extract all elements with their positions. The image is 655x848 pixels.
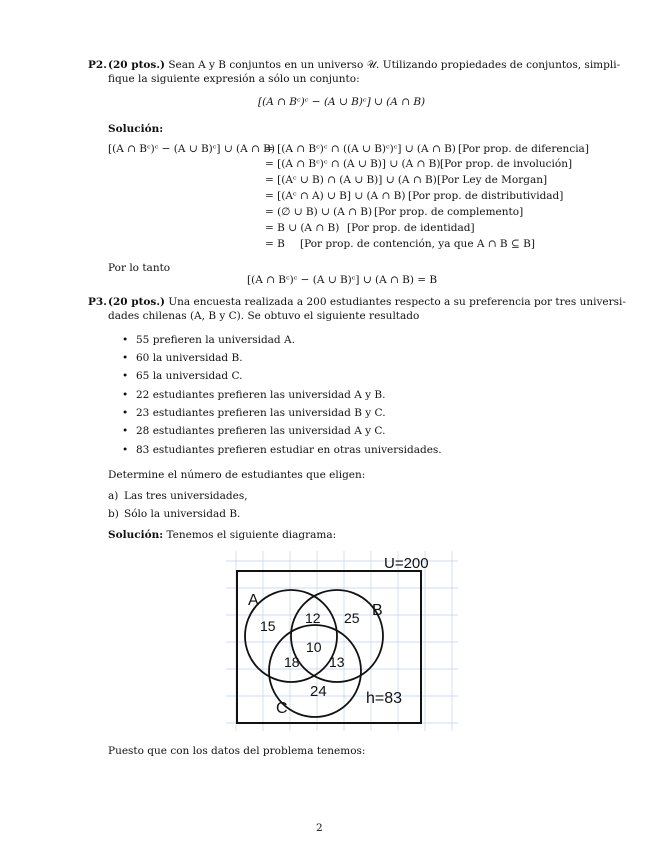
p2-statement xyxy=(108,59,620,72)
p2-step-4-reason: [Por prop. de complemento] xyxy=(374,206,524,218)
p2-step-5-reason: [Por prop. de identidad] xyxy=(347,222,475,234)
p2-expression: [(A ∩ Bᶜ)ᶜ − (A ∪ B)ᶜ] ∪ (A ∩ B) xyxy=(258,96,426,108)
a-and-c-count: 18 xyxy=(284,654,300,670)
p3-solution-text: Tenemos el siguiente diagrama: xyxy=(166,529,337,541)
p3-bullet: • 55 prefieren la universidad A. xyxy=(136,334,295,346)
p3-solution-label: Solución: xyxy=(108,529,164,541)
p2-conclusion-intro: Por lo tanto xyxy=(108,262,171,274)
p3-bullet: • 83 estudiantes prefieren estudiar en otras universidades. xyxy=(136,444,442,456)
set-a-label: A xyxy=(248,592,259,609)
p2-statement-line2: fique la siguiente expresión a sólo un conjunto: xyxy=(108,73,360,85)
a-and-b-count: 12 xyxy=(305,610,321,626)
p2-step-2-rhs: = [(Aᶜ ∪ B) ∩ (A ∪ B)] ∪ (A ∩ B) xyxy=(265,174,437,186)
p3-bullet: • 23 estudiantes prefieren las universidad B y C. xyxy=(136,407,386,419)
only-c-count: 24 xyxy=(310,683,327,700)
p2-step-6-reason: [Por prop. de contención, ya que A ∩ B ⊆ B] xyxy=(300,238,535,250)
p2-step-1-rhs: = [(A ∩ Bᶜ)ᶜ ∩ (A ∪ B)] ∪ (A ∩ B) xyxy=(265,158,441,170)
p2-solution-label: Solución: xyxy=(108,123,164,135)
p3-part-a-text: Las tres universidades, xyxy=(124,490,248,502)
set-b-label: B xyxy=(372,602,383,619)
grid-background xyxy=(226,551,458,731)
p2-step-4-rhs: = (∅ ∪ B) ∪ (A ∩ B) xyxy=(265,206,373,218)
p2-conclusion: [(A ∩ Bᶜ)ᶜ − (A ∪ B)ᶜ] ∪ (A ∩ B) = B xyxy=(247,274,438,286)
page-number: 2 xyxy=(316,822,323,834)
p2-label: P2. xyxy=(88,59,107,71)
p2-step-3-rhs: = [(Aᶜ ∩ A) ∪ B] ∪ (A ∩ B) xyxy=(265,190,406,202)
p3-statement-line2: dades chilenas (A, B y C). Se obtuvo el siguiente resultado xyxy=(108,310,420,322)
p3-bullet: • 28 estudiantes prefieren las universidad A y C. xyxy=(136,425,385,437)
p3-label: P3. xyxy=(88,296,107,308)
all-three-count: 10 xyxy=(306,639,322,655)
p2-points: (20 ptos.) xyxy=(108,59,165,71)
p3-part-a-label: a) xyxy=(108,490,119,502)
set-c-label: C xyxy=(276,700,288,717)
p3-part-b-text: Sólo la universidad B. xyxy=(124,508,241,520)
p2-statement-line1: Sean A y B conjuntos en un universo 𝒰. Utilizando propiedades de conjuntos, simpli- xyxy=(168,59,621,71)
venn-diagram xyxy=(226,551,458,731)
p3-bullet: • 65 la universidad C. xyxy=(136,370,243,382)
p3-bullet: • 22 estudiantes prefieren las universidad A y B. xyxy=(136,389,385,401)
p3-determine: Determine el número de estudiantes que eligen: xyxy=(108,469,366,481)
p2-step-1-reason: [Por prop. de involución] xyxy=(440,158,573,170)
p2-step-6-rhs: = B xyxy=(265,238,285,250)
p3-solution xyxy=(108,529,336,541)
p3-after-diagram: Puesto que con los datos del problema tenemos: xyxy=(108,745,366,757)
p2-step-0-reason: [Por prop. de diferencia] xyxy=(458,143,589,155)
p3-part-b-label: b) xyxy=(108,508,119,520)
p2-step-0-lhs: [(A ∩ Bᶜ)ᶜ − (A ∪ B)ᶜ] ∪ (A ∩ B) xyxy=(108,143,275,155)
p3-points: (20 ptos.) xyxy=(108,296,165,308)
p2-step-2-reason: [Por Ley de Morgan] xyxy=(437,174,548,186)
b-and-c-count: 13 xyxy=(329,654,345,670)
only-b-count: 25 xyxy=(344,610,360,626)
only-a-count: 15 xyxy=(260,618,276,634)
p3-statement xyxy=(108,296,626,308)
p3-statement-line1: Una encuesta realizada a 200 estudiantes respecto a su preferencia por tres universi- xyxy=(168,296,626,308)
p2-step-5-rhs: = B ∪ (A ∩ B) xyxy=(265,222,340,234)
p2-step-3-reason: [Por prop. de distributividad] xyxy=(408,190,564,202)
universe-label: U=200 xyxy=(384,555,429,572)
p2-step-0-rhs: = [(A ∩ Bᶜ)ᶜ ∩ ((A ∪ B)ᶜ)ᶜ] ∪ (A ∩ B) xyxy=(265,143,456,155)
p3-bullet: • 60 la universidad B. xyxy=(136,352,243,364)
outside-count: h=83 xyxy=(366,690,403,707)
